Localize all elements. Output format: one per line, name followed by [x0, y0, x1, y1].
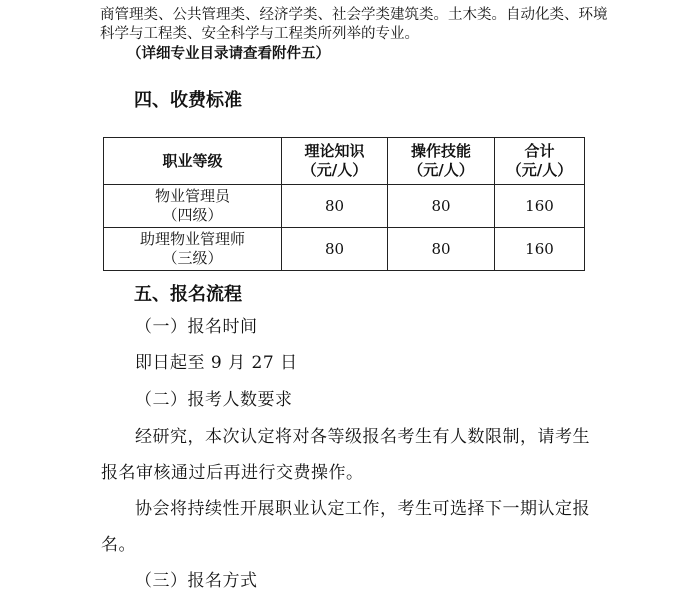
- header-total-line1: 合计: [524, 142, 555, 160]
- header-theory: [282, 138, 388, 185]
- cell-level-line2: （三级）: [162, 249, 223, 267]
- table-row: [104, 228, 585, 271]
- subheading-registration-method: （三）报名方式: [135, 571, 258, 591]
- header-skill: [388, 138, 495, 185]
- cell-skill: 80: [388, 185, 495, 228]
- header-total: [495, 138, 585, 185]
- header-theory-line2: （元/人）: [301, 161, 368, 179]
- table-row: [104, 185, 585, 228]
- section-heading-registration: 五、报名流程: [134, 284, 242, 305]
- cell-theory: 80: [282, 228, 388, 271]
- applicant-limit-para1-line2: 报名审核通过后再进行交费操作。: [101, 463, 364, 483]
- intro-note: （详细专业目录请查看附件五）: [127, 45, 330, 62]
- header-skill-line1: 操作技能: [410, 142, 471, 160]
- subheading-registration-time: （一）报名时间: [135, 317, 258, 337]
- cell-skill: 80: [388, 228, 495, 271]
- intro-line-2: 科学与工程类、安全科学与工程类所列举的专业。: [100, 26, 419, 42]
- registration-time-text: 即日起至 9 月 27 日: [135, 353, 298, 373]
- applicant-limit-para2-line2: 名。: [101, 535, 136, 555]
- cell-level: [104, 185, 282, 228]
- section-heading-fees: 四、收费标准: [134, 90, 242, 111]
- table-header-row: [104, 138, 585, 185]
- applicant-limit-para2-line1: 协会将持续性开展职业认定工作，考生可选择下一期认定报: [135, 499, 590, 519]
- header-level: [104, 138, 282, 185]
- cell-level-line2: （四级）: [162, 206, 223, 224]
- header-level-text: 职业等级: [162, 151, 223, 170]
- cell-total: 160: [495, 228, 585, 271]
- cell-level-line1: 助理物业管理师: [139, 230, 245, 248]
- header-skill-line2: （元/人）: [408, 161, 474, 179]
- header-total-line2: （元/人）: [506, 161, 573, 179]
- cell-theory: 80: [282, 185, 388, 228]
- cell-level-line1: 物业管理员: [154, 187, 230, 205]
- applicant-limit-para1-line1: 经研究，本次认定将对各等级报名考生有人数限制，请考生: [135, 427, 590, 447]
- subheading-applicant-limit: （二）报考人数要求: [135, 390, 293, 410]
- intro-line-1: 商管理类、公共管理类、经济学类、社会学类建筑类。土木类。自动化类、环境: [100, 7, 608, 23]
- fee-table: [103, 137, 585, 271]
- cell-total: 160: [495, 185, 585, 228]
- header-theory-line1: 理论知识: [304, 142, 365, 160]
- cell-level: [104, 228, 282, 271]
